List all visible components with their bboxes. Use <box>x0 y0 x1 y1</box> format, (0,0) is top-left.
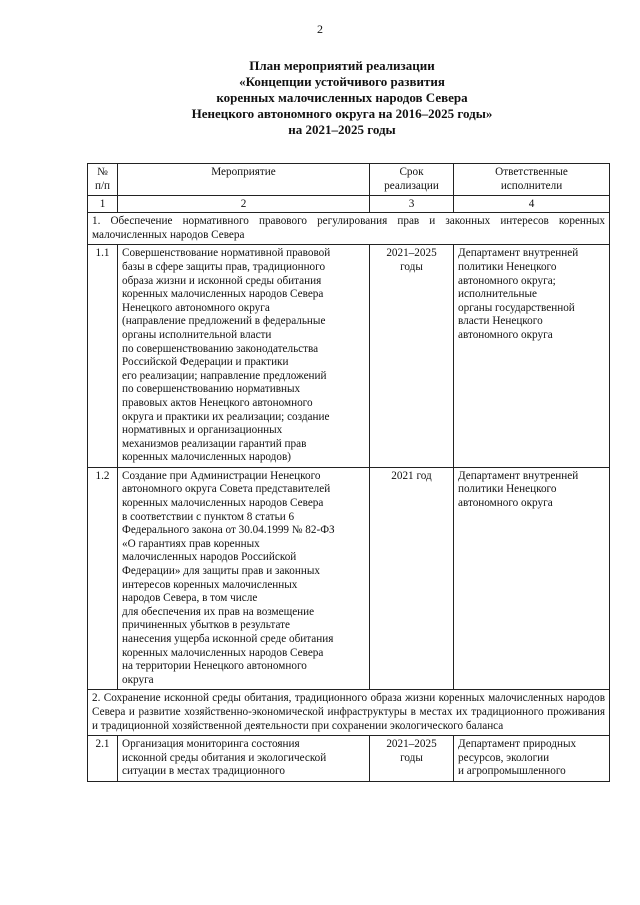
page-number: 2 <box>317 22 323 36</box>
responsible-cell: Департамент природных ресурсов, экологии и агропромышленного <box>454 736 610 782</box>
title-line: «Концепции устойчивого развития <box>239 74 445 89</box>
event-cell: Создание при Администрации Ненецкого автономного округа Совета представителей коренных малочисленных народов Севера в соответствии с пунктом 8 статьи 6 Федерального закона от 30.04.1999 № 82-ФЗ «О гарантиях прав коренных малочисленных народов Российской Федерации» для защиты прав и законных интересов коренных малочисленных народов Севера, в том числе для обеспечения их прав на возмещение причиненных убытков в результате нанесения ущерба исконной среде обитания коренных малочисленных народов Севера на территории Ненецкого автономного округа <box>118 467 370 690</box>
column-number: 1 <box>88 196 118 213</box>
header-no: № п/п <box>88 164 118 196</box>
action-plan-table <box>87 163 610 782</box>
table-header-row <box>88 164 610 196</box>
term-cell: 2021 год <box>370 467 454 690</box>
table-row <box>88 736 610 782</box>
section-2-row <box>88 690 610 736</box>
table-row <box>88 245 610 468</box>
row-number: 1.2 <box>88 467 118 690</box>
header-term: Срок реализации <box>370 164 454 196</box>
event-cell: Организация мониторинга состояния исконной среды обитания и экологической ситуации в местах традиционного <box>118 736 370 782</box>
column-number: 3 <box>370 196 454 213</box>
header-event: Мероприятие <box>118 164 370 196</box>
term-cell: 2021–2025 годы <box>370 736 454 782</box>
row-number: 2.1 <box>88 736 118 782</box>
title-line: на 2021–2025 годы <box>288 122 396 137</box>
column-number: 2 <box>118 196 370 213</box>
title-line: коренных малочисленных народов Севера <box>216 90 468 105</box>
header-responsible: Ответственные исполнители <box>454 164 610 196</box>
document-title <box>60 58 624 138</box>
event-cell: Совершенствование нормативной правовой базы в сфере защиты прав, традиционного образа жизни и исконной среды обитания коренных малочисленных народов Севера Ненецкого автономного округа (направление предложений в федеральные органы исполнительной власти по совершенствованию законодательства Российской Федерации и практики его реализации; направление предложений по совершенствованию нормативных правовых актов Ненецкого автономного округа и практики их реализации; создание нормативных и организационных механизмов реализации гарантий прав коренных малочисленных народов) <box>118 245 370 468</box>
section-1-heading: 1. Обеспечение нормативного правового регулирования прав и законных интересов коренных малочисленных народов Севера <box>88 213 610 245</box>
table-row <box>88 467 610 690</box>
title-line: Ненецкого автономного округа на 2016–2025 годы» <box>191 106 493 121</box>
responsible-cell: Департамент внутренней политики Ненецкого автономного округа <box>454 467 610 690</box>
title-line: План мероприятий реализации <box>249 58 435 73</box>
column-number: 4 <box>454 196 610 213</box>
row-number: 1.1 <box>88 245 118 468</box>
section-1-row <box>88 213 610 245</box>
column-number-row <box>88 196 610 213</box>
responsible-cell: Департамент внутренней политики Ненецкого автономного округа; исполнительные органы государственной власти Ненецкого автономного округа <box>454 245 610 468</box>
term-cell: 2021–2025 годы <box>370 245 454 468</box>
section-2-heading: 2. Сохранение исконной среды обитания, традиционного образа жизни коренных малочисленных народов Севера и развитие хозяйственно-экономической инфраструктуры в местах их традиционного проживания и традиционной хозяйственной деятельности при сохранении экологического баланса <box>88 690 610 736</box>
